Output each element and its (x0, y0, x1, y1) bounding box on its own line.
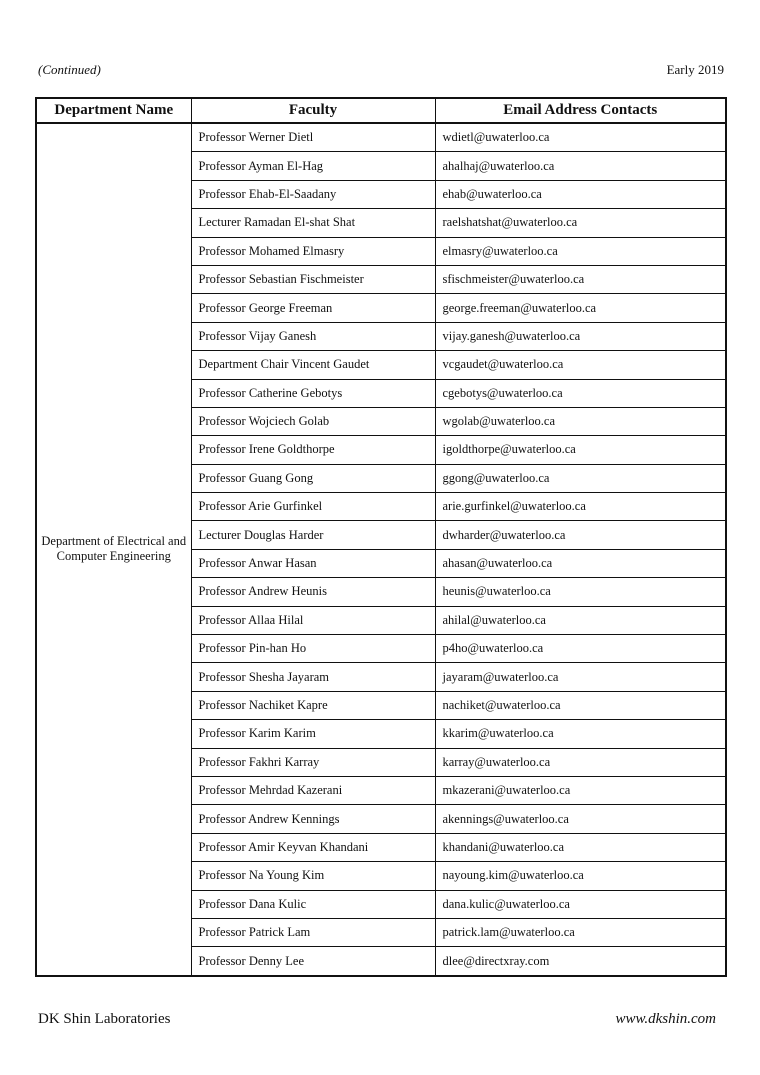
faculty-cell: Professor Andrew Kennings (191, 805, 435, 833)
email-cell: nachiket@uwaterloo.ca (435, 691, 726, 719)
faculty-cell: Professor Wojciech Golab (191, 407, 435, 435)
faculty-cell: Professor Andrew Heunis (191, 578, 435, 606)
table-row (36, 123, 726, 152)
email-cell: igoldthorpe@uwaterloo.ca (435, 436, 726, 464)
email-cell: heunis@uwaterloo.ca (435, 578, 726, 606)
footer-company: DK Shin Laboratories (38, 1011, 171, 1027)
email-cell: wgolab@uwaterloo.ca (435, 407, 726, 435)
email-cell: cgebotys@uwaterloo.ca (435, 379, 726, 407)
faculty-cell: Professor Na Young Kim (191, 862, 435, 890)
email-cell: george.freeman@uwaterloo.ca (435, 294, 726, 322)
email-cell: kkarim@uwaterloo.ca (435, 720, 726, 748)
email-cell: khandani@uwaterloo.ca (435, 833, 726, 861)
faculty-cell: Department Chair Vincent Gaudet (191, 351, 435, 379)
email-cell: nayoung.kim@uwaterloo.ca (435, 862, 726, 890)
faculty-cell: Professor Shesha Jayaram (191, 663, 435, 691)
faculty-cell: Professor Werner Dietl (191, 123, 435, 152)
email-cell: akennings@uwaterloo.ca (435, 805, 726, 833)
email-cell: karray@uwaterloo.ca (435, 748, 726, 776)
continued-label: (Continued) (38, 62, 101, 77)
date-label: Early 2019 (666, 62, 724, 77)
faculty-cell: Professor Anwar Hasan (191, 549, 435, 577)
column-header-email: Email Address Contacts (435, 98, 726, 123)
email-cell: patrick.lam@uwaterloo.ca (435, 918, 726, 946)
faculty-cell: Professor Guang Gong (191, 464, 435, 492)
email-cell: dlee@directxray.com (435, 947, 726, 976)
email-cell: vijay.ganesh@uwaterloo.ca (435, 322, 726, 350)
faculty-cell: Professor Karim Karim (191, 720, 435, 748)
email-cell: dana.kulic@uwaterloo.ca (435, 890, 726, 918)
faculty-cell: Professor Catherine Gebotys (191, 379, 435, 407)
faculty-cell: Professor Patrick Lam (191, 918, 435, 946)
email-cell: ggong@uwaterloo.ca (435, 464, 726, 492)
faculty-cell: Professor Mohamed Elmasry (191, 237, 435, 265)
email-cell: p4ho@uwaterloo.ca (435, 635, 726, 663)
faculty-cell: Lecturer Douglas Harder (191, 521, 435, 549)
faculty-cell: Professor Arie Gurfinkel (191, 493, 435, 521)
contacts-table (35, 97, 727, 977)
email-cell: raelshatshat@uwaterloo.ca (435, 209, 726, 237)
email-cell: ahasan@uwaterloo.ca (435, 549, 726, 577)
email-cell: sfischmeister@uwaterloo.ca (435, 265, 726, 293)
email-cell: dwharder@uwaterloo.ca (435, 521, 726, 549)
email-cell: arie.gurfinkel@uwaterloo.ca (435, 493, 726, 521)
email-cell: ahalhaj@uwaterloo.ca (435, 152, 726, 180)
faculty-cell: Professor Amir Keyvan Khandani (191, 833, 435, 861)
faculty-cell: Professor Dana Kulic (191, 890, 435, 918)
faculty-cell: Professor Irene Goldthorpe (191, 436, 435, 464)
email-cell: mkazerani@uwaterloo.ca (435, 776, 726, 804)
faculty-cell: Lecturer Ramadan El-shat Shat (191, 209, 435, 237)
faculty-cell: Professor Ehab-El-Saadany (191, 180, 435, 208)
column-header-faculty: Faculty (191, 98, 435, 123)
faculty-cell: Professor George Freeman (191, 294, 435, 322)
faculty-cell: Professor Ayman El-Hag (191, 152, 435, 180)
email-cell: wdietl@uwaterloo.ca (435, 123, 726, 152)
faculty-cell: Professor Sebastian Fischmeister (191, 265, 435, 293)
table-body (36, 123, 726, 976)
email-cell: ahilal@uwaterloo.ca (435, 606, 726, 634)
faculty-cell: Professor Nachiket Kapre (191, 691, 435, 719)
faculty-cell: Professor Fakhri Karray (191, 748, 435, 776)
email-cell: ehab@uwaterloo.ca (435, 180, 726, 208)
footer-website: www.dkshin.com (615, 1011, 716, 1027)
email-cell: jayaram@uwaterloo.ca (435, 663, 726, 691)
column-header-department: Department Name (36, 98, 191, 123)
faculty-cell: Professor Vijay Ganesh (191, 322, 435, 350)
email-cell: vcgaudet@uwaterloo.ca (435, 351, 726, 379)
table-header-row (36, 98, 726, 123)
email-cell: elmasry@uwaterloo.ca (435, 237, 726, 265)
faculty-cell: Professor Allaa Hilal (191, 606, 435, 634)
faculty-cell: Professor Denny Lee (191, 947, 435, 976)
faculty-cell: Professor Pin-han Ho (191, 635, 435, 663)
department-name-cell: Department of Electrical and Computer Engineering (36, 123, 191, 976)
faculty-cell: Professor Mehrdad Kazerani (191, 776, 435, 804)
